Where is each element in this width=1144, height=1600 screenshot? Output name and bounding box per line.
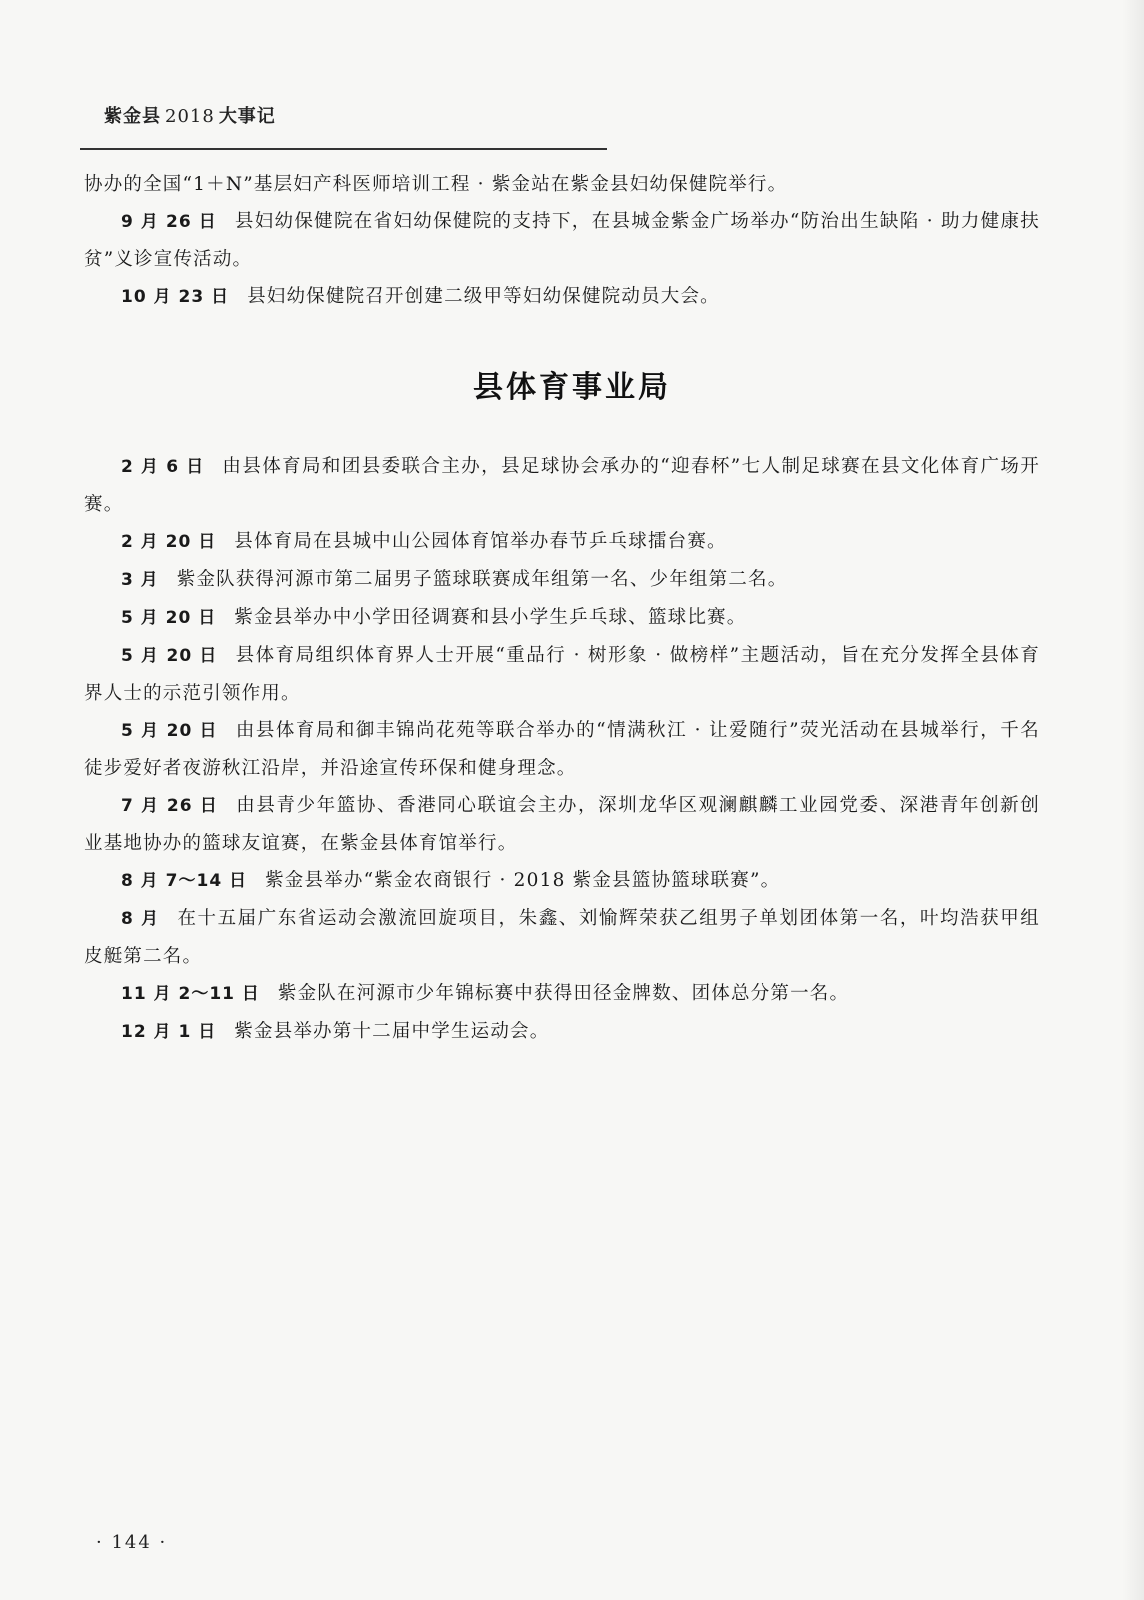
entry-date: 2 月 6 日 (121, 457, 205, 477)
entry-date: 5 月 20 日 (121, 646, 218, 666)
entry-date: 2 月 20 日 (121, 532, 217, 552)
header-year: 2018 (165, 106, 215, 127)
paragraph-text: 县体育局组织体育界人士开展“重品行 · 树形象 · 做榜样”主题活动，旨在充分发挥全县体育界人士的示范引领作用。 (84, 645, 1041, 704)
paragraph (84, 448, 1040, 523)
paragraph (84, 203, 1040, 278)
paragraph-text: 由县体育局和御丰锦尚花苑等联合举办的“情满秋江 · 让爱随行”荧光活动在县城举行，千名徒步爱好者夜游秋江沿岸，并沿途宣传环保和健身理念。 (84, 720, 1040, 779)
section-1-body (84, 166, 1040, 316)
header-rule (80, 148, 607, 150)
paragraph (84, 166, 1040, 203)
entry-date: 10 月 23 日 (121, 287, 230, 307)
paragraph-text: 紫金县举办“紫金农商银行 · 2018 紫金县篮协篮球联赛”。 (265, 870, 781, 891)
header-county: 紫金县 (104, 106, 161, 127)
paragraph (84, 862, 1040, 900)
section-title: 县体育事业局 (473, 370, 671, 405)
entry-date: 12 月 1 日 (121, 1022, 217, 1042)
paragraph-text: 协办的全国“1＋N”基层妇产科医师培训工程 · 紫金站在紫金县妇幼保健院举行。 (84, 174, 788, 195)
paragraph-text: 紫金县举办第十二届中学生运动会。 (234, 1021, 550, 1042)
paragraph (84, 637, 1040, 712)
entry-date: 8 月 (121, 909, 160, 929)
paragraph (84, 523, 1040, 561)
page-number: · 144 · (96, 1532, 168, 1553)
paragraph-text: 紫金队获得河源市第二届男子篮球联赛成年组第一名、少年组第二名。 (176, 569, 788, 590)
paragraph-text: 县妇幼保健院在省妇幼保健院的支持下，在县城金紫金广场举办“防治出生缺陷 · 助力健康扶贫”义诊宣传活动。 (84, 211, 1041, 270)
entry-date: 11 月 2～11 日 (121, 984, 260, 1004)
paragraph-text: 紫金队在河源市少年锦标赛中获得田径金牌数、团体总分第一名。 (277, 983, 850, 1004)
paragraph-text: 由县体育局和团县委联合主办，县足球协会承办的“迎春杯”七人制足球赛在县文化体育广场开赛。 (84, 456, 1040, 515)
entry-date: 9 月 26 日 (121, 212, 217, 232)
paragraph (84, 900, 1040, 975)
paragraph-text: 在十五届广东省运动会激流回旋项目，朱鑫、刘愉辉荣获乙组男子单划团体第一名，叶均浩获甲组皮艇第二名。 (84, 908, 1040, 967)
entry-date: 7 月 26 日 (121, 796, 219, 816)
section-2-body (84, 448, 1040, 1051)
paragraph (84, 561, 1040, 599)
header-suffix: 大事记 (218, 106, 276, 127)
entry-date: 5 月 20 日 (121, 721, 218, 741)
entry-date: 3 月 (121, 570, 159, 590)
entry-date: 8 月 7～14 日 (121, 871, 248, 891)
paragraph (84, 975, 1040, 1013)
paragraph (84, 712, 1040, 787)
paragraph (84, 599, 1040, 637)
paragraph-text: 由县青少年篮协、香港同心联谊会主办，深圳龙华区观澜麒麟工业园党委、深港青年创新创业基地协办的篮球友谊赛，在紫金县体育馆举行。 (84, 795, 1040, 854)
entry-date: 5 月 20 日 (121, 608, 217, 628)
paragraph (84, 1013, 1040, 1051)
paragraph (84, 278, 1040, 316)
paragraph-text: 紫金县举办中小学田径调赛和县小学生乒乓球、篮球比赛。 (234, 607, 747, 628)
paragraph-text: 县妇幼保健院召开创建二级甲等妇幼保健院动员大会。 (247, 286, 720, 307)
paragraph-text: 县体育局在县城中山公园体育馆举办春节乒乓球擂台赛。 (234, 531, 727, 552)
running-header (104, 102, 276, 128)
paragraph (84, 787, 1040, 862)
page-edge-shadow (1122, 0, 1144, 1600)
